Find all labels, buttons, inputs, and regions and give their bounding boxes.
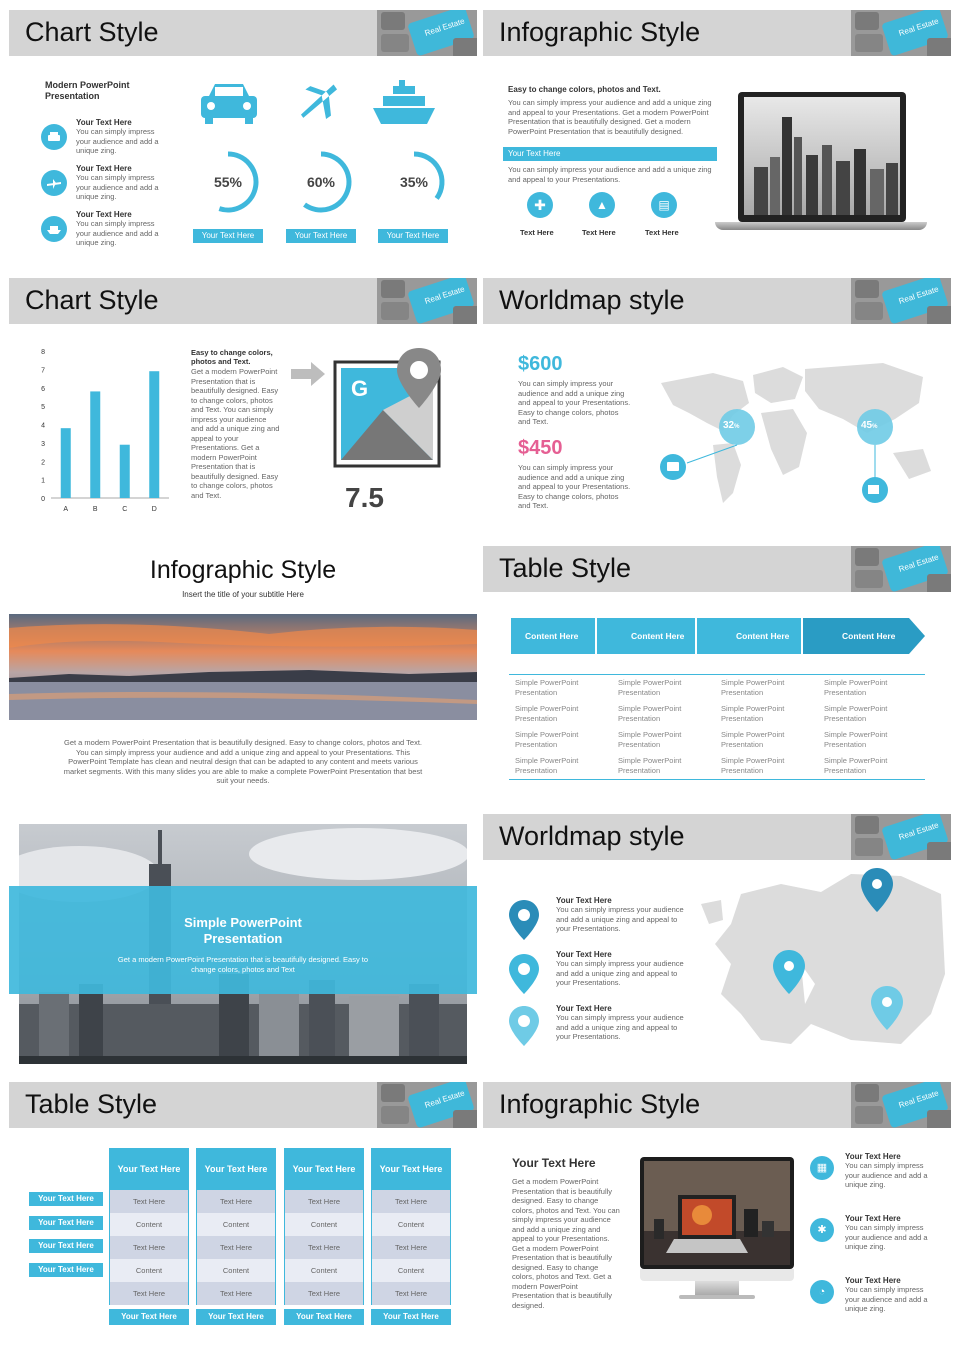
- slide-chart-style-1[interactable]: [9, 0, 477, 260]
- table-cell: Text Here: [109, 1236, 189, 1259]
- heading: Easy to change colors, photos and Text.: [508, 85, 661, 94]
- percent-gauges: [189, 140, 459, 220]
- bar-D: [149, 371, 159, 498]
- row-label[interactable]: Your Text Here: [29, 1192, 103, 1206]
- slide-table-style-1[interactable]: [483, 536, 951, 796]
- y-tick-label: 1: [41, 477, 45, 485]
- book-icon: ▤: [651, 192, 677, 218]
- table-cell: Text Here: [371, 1236, 451, 1259]
- radiation-icon: ✱: [810, 1218, 834, 1242]
- puzzle-icon: ✚: [527, 192, 553, 218]
- map-pin-photo-icon: [333, 344, 449, 470]
- slide-header: [9, 10, 477, 56]
- arrow-label-3: Content Here: [736, 631, 790, 641]
- column-header: Your Text Here: [109, 1148, 189, 1190]
- column-header: Your Text Here: [196, 1148, 276, 1190]
- paragraph: You can simply impress your audience and add a unique zing and appeal to your Presentations. Get a modern PowerPoint Presentation that is beautifully designed. Get a modern PowerPoint Presentation that is beautifully designed.: [508, 98, 712, 136]
- table-cell: Simple PowerPoint Presentation: [721, 756, 785, 775]
- banner-text: Get a modern PowerPoint Presentation that is beautifully designed. Easy to change colors, photos and Text: [117, 955, 369, 974]
- item-1: Your Text Here You can simply impress your audience and add a unique zing.: [845, 1152, 928, 1189]
- bar-C: [120, 445, 130, 498]
- slide-title: Infographic Style: [149, 556, 337, 584]
- slide-chart-style-2[interactable]: [9, 268, 477, 528]
- row-label[interactable]: Your Text Here: [29, 1263, 103, 1277]
- table-cell: Simple PowerPoint Presentation: [721, 678, 785, 697]
- table-cell: Text Here: [371, 1282, 451, 1305]
- keyboard-photo: Real Estate: [377, 278, 477, 324]
- column-header: Your Text Here: [284, 1148, 364, 1190]
- table-cell: Text Here: [284, 1282, 364, 1305]
- x-tick-label: D: [151, 506, 157, 513]
- paragraph: Get a modern PowerPoint Presentation that is beautifully designed. Easy to change colors, photos and Text. You can simply impress your audience and add a unique zing and appeal to your Presentations. Get a modern PowerPoint Presentation that is beautifully designed. Easy to change colors, photos and Text. Get a modern PowerPoint Presentation that is beautifully designed.: [512, 1177, 620, 1310]
- plane-icon: [41, 170, 67, 196]
- table-cell: Text Here: [284, 1236, 364, 1259]
- icon-label-2: Text Here: [582, 228, 616, 237]
- europe-map: [701, 864, 947, 1054]
- table-cell: Simple PowerPoint Presentation: [618, 704, 682, 723]
- slide-header: [9, 278, 477, 324]
- keyboard-photo: Real Estate: [377, 10, 477, 56]
- slide-header: [483, 278, 951, 324]
- arrow-label-1: Content Here: [525, 631, 579, 641]
- table-bottom-line: [509, 779, 925, 780]
- table-cell: Content: [371, 1213, 451, 1236]
- item-2: Your Text Here You can simply impress your audience and add a unique zing.: [76, 164, 159, 201]
- table-cell: Text Here: [371, 1190, 451, 1213]
- arrow-right-icon: [291, 362, 325, 386]
- plane-big-icon: [293, 76, 345, 128]
- map-pct-1: 32%: [723, 420, 740, 431]
- ship-icon: [41, 216, 67, 242]
- slide-title: Table Style: [25, 1089, 158, 1119]
- slide-title: Chart Style: [25, 285, 159, 315]
- y-tick-label: 6: [41, 385, 45, 393]
- slide-title: Worldmap style: [499, 821, 685, 851]
- score-value: 7.5: [345, 482, 384, 513]
- calendar-icon: ▦: [810, 1156, 834, 1180]
- subtitle: Insert the title of your subtitle Here: [182, 590, 304, 599]
- table-cell: Simple PowerPoint Presentation: [618, 678, 682, 697]
- y-tick-label: 8: [41, 349, 45, 356]
- gauge-button-3[interactable]: Your Text Here: [378, 229, 448, 243]
- slide-city-title[interactable]: [9, 804, 477, 1064]
- y-tick-label: 0: [41, 496, 45, 503]
- slide-header: [483, 814, 951, 860]
- pie-chart-icon: ◔: [810, 1280, 834, 1304]
- column-footer-button[interactable]: Your Text Here: [284, 1309, 364, 1325]
- column-header: Your Text Here: [371, 1148, 451, 1190]
- graduation-cap-icon: ▲: [589, 192, 615, 218]
- table-cell: Simple PowerPoint Presentation: [721, 730, 785, 749]
- arrow-label-2: Content Here: [631, 631, 685, 641]
- slide-infographic-style-3[interactable]: [483, 1072, 951, 1332]
- table-cell: Text Here: [196, 1190, 276, 1213]
- table-cell: Content: [371, 1259, 451, 1282]
- heading: Modern PowerPoint Presentation: [45, 80, 130, 101]
- table-cell: Content: [109, 1213, 189, 1236]
- car-big-icon: [199, 80, 259, 126]
- monitor-base: [679, 1295, 755, 1299]
- price-1: $600: [518, 353, 563, 375]
- table-cell: Text Here: [196, 1236, 276, 1259]
- item-1: Your Text Here You can simply impress your audience and add a unique zing.: [76, 118, 159, 155]
- ship-big-icon: [371, 80, 437, 126]
- x-tick-label: C: [122, 506, 128, 513]
- gauge-label: 60%: [306, 174, 336, 190]
- y-tick-label: 7: [41, 367, 45, 375]
- y-tick-label: 4: [41, 422, 45, 430]
- table-cell: Simple PowerPoint Presentation: [824, 704, 888, 723]
- table-cell: Text Here: [284, 1190, 364, 1213]
- keyboard-photo: Real Estate: [377, 1082, 477, 1128]
- keyboard-photo: Real Estate: [851, 278, 951, 324]
- table-cell: Simple PowerPoint Presentation: [515, 730, 579, 749]
- table-cell: Simple PowerPoint Presentation: [515, 678, 579, 697]
- world-map: [653, 353, 943, 513]
- icon-label-1: Text Here: [520, 228, 554, 237]
- gauge-3: [400, 154, 442, 198]
- slide-table-style-2[interactable]: [9, 1072, 477, 1332]
- monitor-image: [640, 1157, 794, 1269]
- monitor-stand: [695, 1281, 739, 1295]
- location-pin-icon-2: [509, 954, 539, 994]
- slide-infographic-style-2[interactable]: [9, 536, 477, 796]
- monitor-chin: [640, 1269, 794, 1281]
- gauge-2: [305, 154, 349, 210]
- bar-B: [90, 391, 100, 498]
- table-cell: Content: [196, 1259, 276, 1282]
- table-cell: Text Here: [196, 1282, 276, 1305]
- gauge-button-2[interactable]: Your Text Here: [286, 229, 356, 243]
- banner-title: Simple PowerPoint Presentation: [184, 915, 302, 946]
- arrow-label-4: Content Here: [842, 631, 896, 641]
- item-3: Your Text Here You can simply impress your audience and add a unique zing and appeal to your Presentations.: [556, 1004, 684, 1041]
- slide-title: Infographic Style: [499, 1089, 701, 1119]
- table-cell: Simple PowerPoint Presentation: [824, 730, 888, 749]
- table-cell: Simple PowerPoint Presentation: [515, 756, 579, 775]
- keyboard-photo: Real Estate: [851, 546, 951, 592]
- x-tick-label: A: [63, 506, 69, 513]
- column-footer-button[interactable]: Your Text Here: [196, 1309, 276, 1325]
- column-footer-button[interactable]: Your Text Here: [371, 1309, 451, 1325]
- table-top-line: [509, 674, 925, 675]
- text-bar: Your Text Here: [503, 147, 717, 161]
- chart-paragraph: Get a modern PowerPoint Presentation that is beautifully designed. Easy to change colors, photos and Text. You can simply impress your audience and add a unique zing and appeal to your Presentations. Get a modern PowerPoint Presentation that is beautifully designed. Easy to change colors, photos and Text.: [191, 367, 280, 500]
- table-cell: Simple PowerPoint Presentation: [618, 730, 682, 749]
- slide-header: [9, 1082, 477, 1128]
- car-icon: [41, 124, 67, 150]
- table-cell: Content: [284, 1259, 364, 1282]
- bar-A: [61, 428, 71, 498]
- keyboard-photo: Real Estate: [851, 1082, 951, 1128]
- table-cell: Simple PowerPoint Presentation: [721, 704, 785, 723]
- gauge-label: 55%: [213, 174, 243, 190]
- table-cell: Simple PowerPoint Presentation: [824, 756, 888, 775]
- price-2: $450: [518, 437, 563, 459]
- location-pin-icon-1: [509, 900, 539, 940]
- chart-heading: Easy to change colors, photos and Text.: [191, 348, 273, 366]
- table-cell: Simple PowerPoint Presentation: [618, 756, 682, 775]
- table-cell: Content: [196, 1213, 276, 1236]
- paragraph-2: You can simply impress your audience and add a unique zing and appeal to your Presentations.: [508, 165, 712, 184]
- column-footer-button[interactable]: Your Text Here: [109, 1309, 189, 1325]
- keyboard-photo: Real Estate: [851, 10, 951, 56]
- slide-title: Chart Style: [25, 17, 159, 47]
- table-cell: Content: [284, 1213, 364, 1236]
- laptop-image: [738, 92, 906, 222]
- gauge-label: 35%: [399, 174, 429, 190]
- y-tick-label: 2: [41, 459, 45, 467]
- slide-title: Infographic Style: [499, 17, 701, 47]
- price-1-text: You can simply impress your audience and add a unique zing and appeal to your Presentations. Easy to change colors, photos and Text.: [518, 379, 631, 426]
- slide-header: [483, 546, 951, 592]
- row-label[interactable]: Your Text Here: [29, 1239, 103, 1253]
- slide-header: [483, 1082, 951, 1128]
- table-cell: Text Here: [109, 1282, 189, 1305]
- table-cell: Text Here: [109, 1190, 189, 1213]
- gauge-button-1[interactable]: Your Text Here: [193, 229, 263, 243]
- slide-title: Table Style: [499, 553, 632, 583]
- slide-worldmap-style-2[interactable]: [483, 804, 951, 1064]
- y-tick-label: 3: [41, 440, 45, 448]
- heading: Your Text Here: [512, 1156, 596, 1170]
- table-cell: Simple PowerPoint Presentation: [824, 678, 888, 697]
- location-pin-icon-3: [509, 1006, 539, 1046]
- x-tick-label: B: [92, 506, 98, 513]
- paragraph: Get a modern PowerPoint Presentation that is beautifully designed. Easy to change colors, photos and Text. You can simply impress your audience and add a unique zing and appeal to your Presentations. This PowerPoint Template has clean and neutral design that can be adapted to any content and meets various market segments. With this many slides you are able to make a complete PowerPoint Presentation that best suit your needs.: [63, 738, 423, 785]
- price-2-text: You can simply impress your audience and add a unique zing and appeal to your Presentations. Easy to change colors, photos and Text.: [518, 463, 631, 510]
- gauge-1: [214, 154, 256, 210]
- item-3: Your Text Here You can simply impress your audience and add a unique zing.: [76, 210, 159, 247]
- keyboard-photo: Real Estate: [851, 814, 951, 860]
- slide-worldmap-style-1[interactable]: [483, 268, 951, 528]
- row-label[interactable]: Your Text Here: [29, 1216, 103, 1230]
- icon-label-3: Text Here: [645, 228, 679, 237]
- table-cell: Content: [109, 1259, 189, 1282]
- bar-chart: [37, 343, 177, 518]
- item-2: Your Text Here You can simply impress your audience and add a unique zing.: [845, 1214, 928, 1251]
- slide-header: [483, 10, 951, 56]
- table-cell: Simple PowerPoint Presentation: [515, 704, 579, 723]
- slide-infographic-style-1[interactable]: [483, 0, 951, 260]
- item-2: Your Text Here You can simply impress your audience and add a unique zing and appeal to your Presentations.: [556, 950, 684, 987]
- slide-title: Worldmap style: [499, 285, 685, 315]
- item-3: Your Text Here You can simply impress your audience and add a unique zing.: [845, 1276, 928, 1313]
- svg-text:G: G: [351, 376, 369, 401]
- sunset-lake-photo: [9, 614, 477, 720]
- laptop-base: [715, 222, 927, 230]
- item-1: Your Text Here You can simply impress your audience and add a unique zing and appeal to your Presentations.: [556, 896, 684, 933]
- y-tick-label: 5: [41, 404, 45, 412]
- map-pct-2: 45%: [861, 420, 878, 431]
